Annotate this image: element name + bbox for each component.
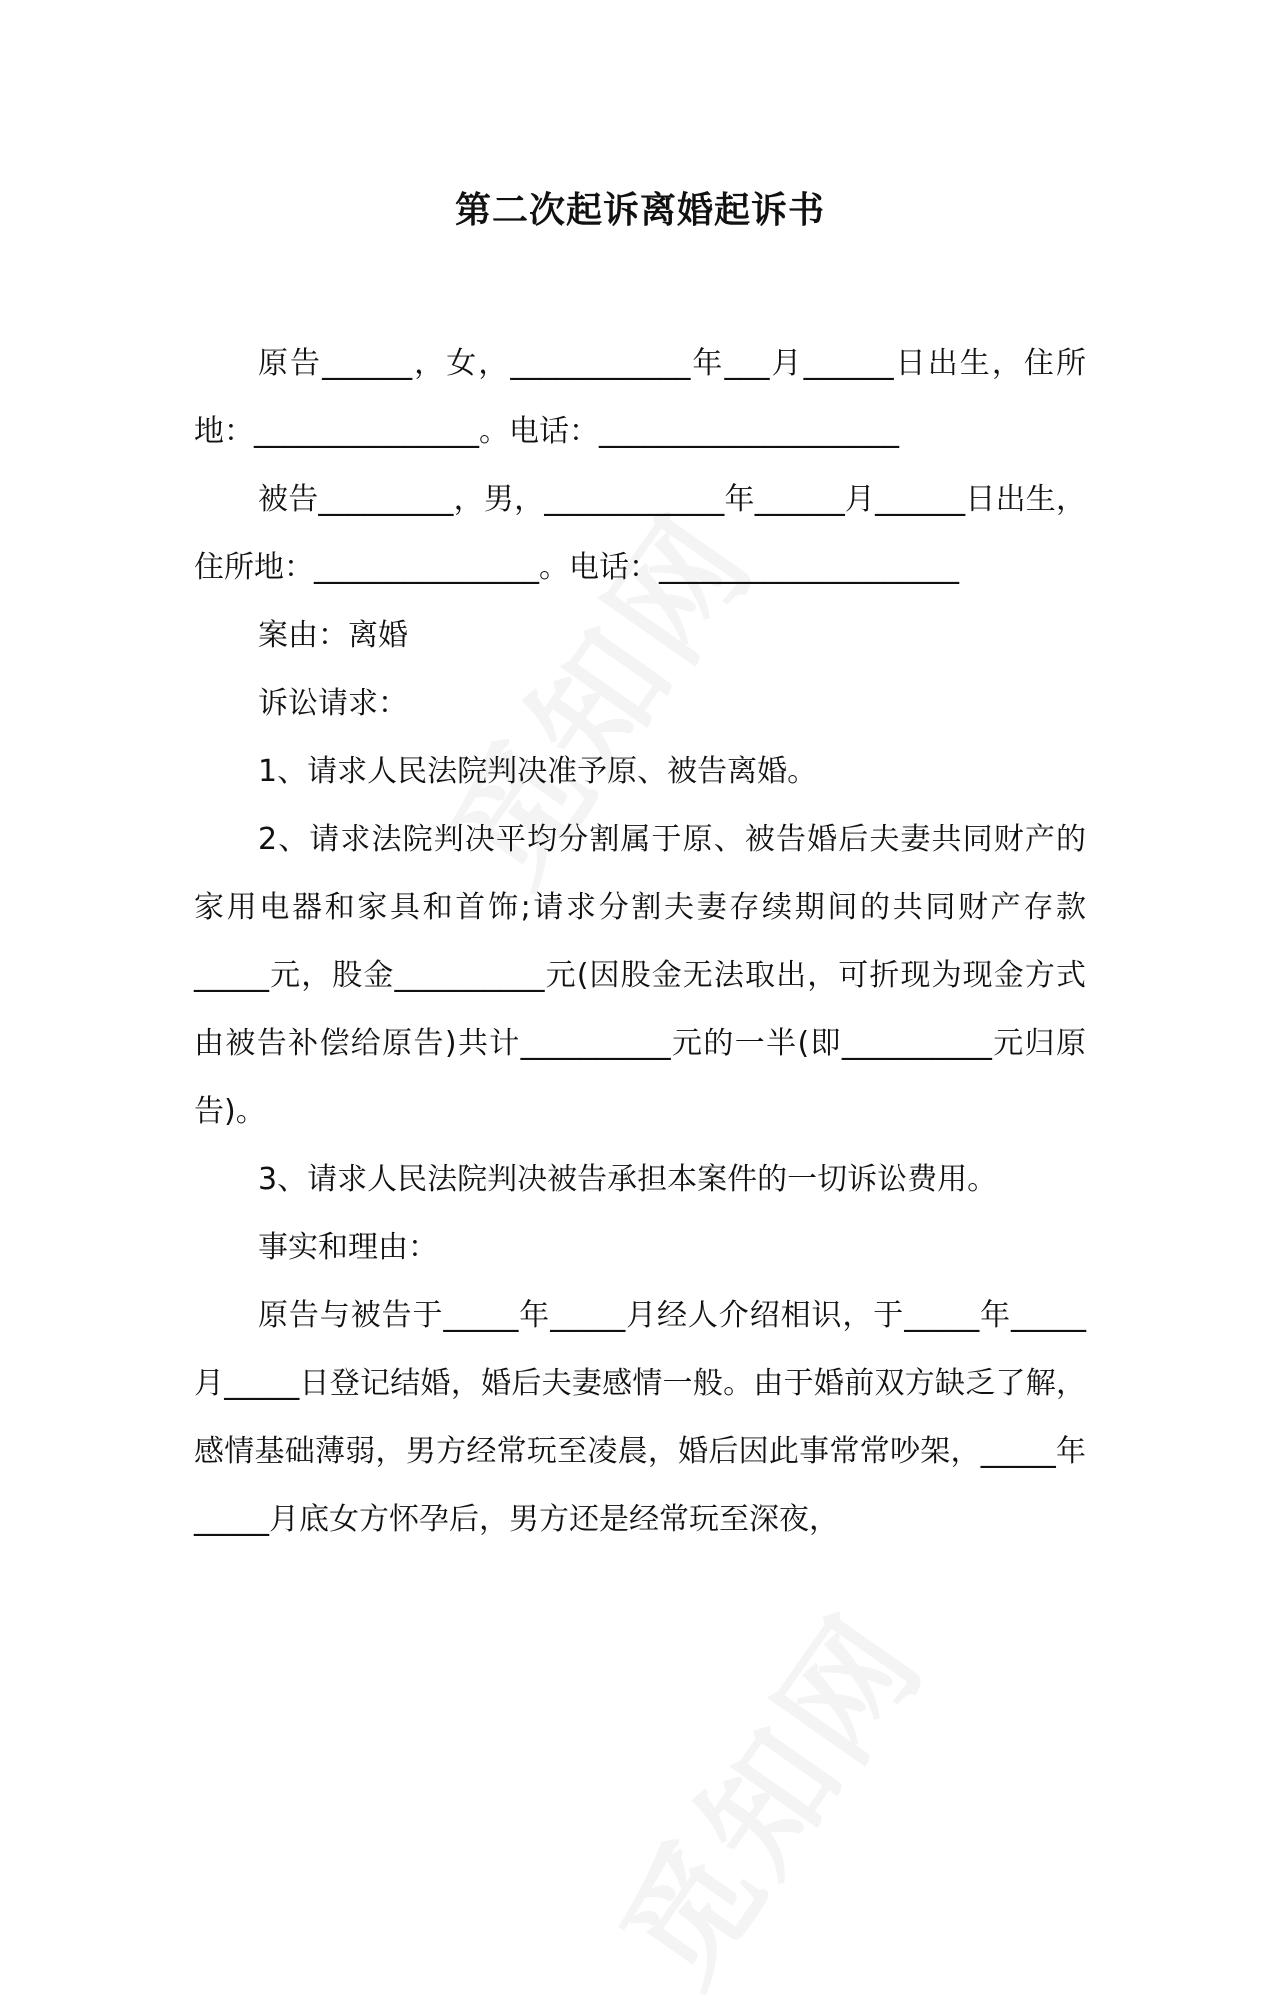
facts-heading: 事实和理由： [258,1230,438,1265]
document-body [194,330,1086,1554]
claim-item: 2、请求法院判决平均分割属于原、被告婚后夫妻共同财产的家用电器和家具和首饰;请求分割夫妻存续期间的共同财产存款_____元，股金__________元(因股金无法取出，可折现为现金方式由被告补偿给原告)共计__________元的一半(即__________元归原告)。 [194,822,1086,1129]
page-title: 第二次起诉离婚起诉书 [454,190,825,231]
claims-heading: 诉讼请求： [258,686,408,721]
defendant-paragraph: 被告_________，男，____________年______月______日出生，住所地：_______________。电话：____________________ [194,482,1086,585]
plaintiff-paragraph: 原告______，女，____________年___月______日出生，住所地：_______________。电话：____________________ [194,346,1086,449]
facts-paragraph: 原告与被告于_____年_____月经人介绍相识，于_____年_____月_____日登记结婚，婚后夫妻感情一般。由于婚前双方缺乏了解，感情基础薄弱，男方经常玩至凌晨，婚后因此事常常吵架，_____年_____月底女方怀孕后，男方还是经常玩至深夜， [194,1298,1086,1537]
cause-paragraph: 案由：离婚 [258,618,408,653]
claim-item: 3、请求人民法院判决被告承担本案件的一切诉讼费用。 [258,1162,998,1197]
watermark [570,1573,957,2014]
claim-item: 1、请求人民法院判决准予原、被告离婚。 [258,754,818,789]
